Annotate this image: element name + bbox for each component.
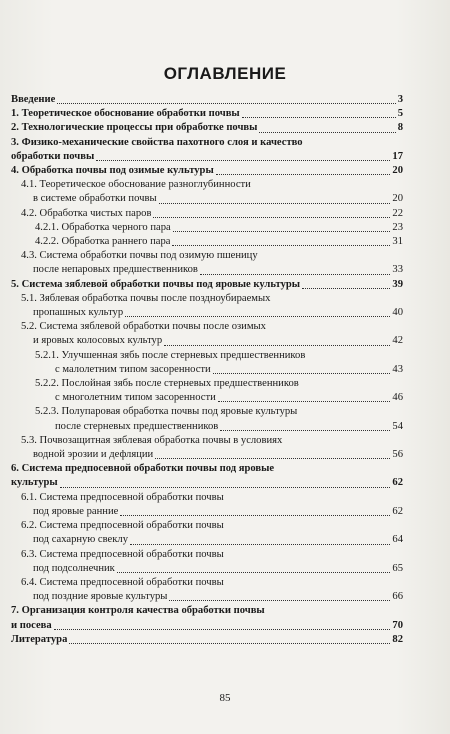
- toc-entry-page: 17: [392, 150, 403, 162]
- toc-entry: [11, 278, 403, 292]
- page-title: ОГЛАВЛЕНИЕ: [163, 64, 287, 83]
- toc-entry-page: 8: [397, 122, 403, 134]
- toc-entry-page: 70: [392, 619, 403, 631]
- toc-entry-text: Введение: [11, 94, 56, 105]
- toc-entry-page: 23: [392, 221, 403, 233]
- dot-leader: [242, 117, 396, 118]
- toc-entry-text: под подсолнечник: [33, 562, 115, 574]
- toc-entry-page: 66: [392, 591, 403, 603]
- toc-entry: [11, 590, 403, 604]
- toc-entry-line1: 6.2. Система предпосевной обработки почвы: [21, 520, 224, 532]
- dot-leader: [172, 245, 390, 246]
- dot-leader: [164, 345, 390, 346]
- toc-entry-line1: 5.2.1. Улучшенная зябь после стерневых предшественников: [35, 349, 306, 361]
- toc-entry-line1: 6.4. Система предпосевной обработки почвы: [21, 576, 224, 588]
- toc-entry-page: 31: [392, 236, 403, 248]
- toc-entry: [11, 505, 403, 519]
- toc-entry-text: после непаровых предшественников: [33, 264, 198, 276]
- toc-entry: [11, 533, 403, 547]
- dot-leader: [159, 203, 391, 204]
- dot-leader: [155, 458, 390, 459]
- toc-entry-line1: 5.2.3. Полупаровая обработка почвы под яровые культуры: [35, 406, 298, 418]
- toc-entry: [11, 221, 403, 235]
- toc-entry-page: 46: [392, 392, 403, 404]
- dot-leader: [216, 174, 391, 175]
- toc-entry-line1: 7. Организация контроля качества обработки почвы: [11, 605, 265, 617]
- dot-leader: [96, 160, 390, 161]
- toc-entry-text: 5. Система зяблевой обработки почвы под яровые культуры: [11, 278, 301, 290]
- toc-entry-page: 82: [392, 633, 403, 645]
- toc-entry: [11, 391, 403, 405]
- table-of-contents: [11, 93, 403, 647]
- toc-entry-page: 62: [392, 477, 403, 489]
- dot-leader: [125, 316, 390, 317]
- toc-entry-text: под поздние яровые культуры: [33, 591, 168, 603]
- toc-entry-text: пропашных культур: [33, 307, 124, 319]
- toc-entry-page: 40: [392, 307, 403, 319]
- dot-leader: [220, 430, 390, 431]
- dot-leader: [169, 600, 390, 601]
- toc-entry: [11, 121, 403, 135]
- toc-entry: [11, 633, 403, 647]
- toc-entry-text: 4.2.1. Обработка черного пара: [35, 221, 171, 233]
- dot-leader: [173, 231, 391, 232]
- toc-entry: [11, 107, 403, 121]
- toc-entry-page: 5: [397, 108, 403, 120]
- dot-leader: [120, 515, 390, 516]
- toc-entry-text: водной эрозии и дефляции: [33, 449, 154, 461]
- dot-leader: [200, 274, 391, 275]
- toc-entry-text: под сахарную свеклу: [33, 534, 128, 546]
- toc-entry-page: 22: [392, 207, 403, 219]
- toc-entry-page: 62: [392, 505, 403, 517]
- toc-entry: [11, 448, 403, 462]
- toc-entry-page: 65: [392, 562, 403, 574]
- dot-leader: [54, 629, 391, 630]
- dot-leader: [57, 103, 395, 104]
- toc-entry-page: 56: [392, 449, 403, 461]
- toc-entry-line1: 4.3. Система обработки почвы под озимую пшеницу: [21, 250, 258, 262]
- toc-entry: [11, 192, 403, 206]
- toc-entry-line1: 3. Физико-механические свойства пахотного слоя и качество: [11, 136, 303, 148]
- page-number: 85: [219, 692, 231, 704]
- toc-entry-page: 20: [392, 165, 403, 177]
- dot-leader: [69, 643, 390, 644]
- toc-entry-text: после стерневых предшественников: [55, 420, 219, 432]
- toc-entry-page: 42: [392, 335, 403, 347]
- toc-entry-text: и яровых колосовых культур: [33, 335, 163, 347]
- toc-entry-text: обработки почвы: [11, 150, 95, 162]
- toc-entry-page: 3: [397, 94, 403, 105]
- toc-entry: [11, 420, 403, 434]
- toc-entry-page: 20: [392, 193, 403, 205]
- dot-leader: [117, 572, 391, 573]
- toc-entry: [11, 207, 403, 221]
- toc-entry: [11, 93, 403, 107]
- toc-entry: [11, 619, 403, 633]
- toc-entry: [11, 334, 403, 348]
- dot-leader: [259, 132, 395, 133]
- dot-leader: [153, 217, 390, 218]
- toc-entry: [11, 235, 403, 249]
- toc-entry-text: 1. Теоретическое обоснование обработки почвы: [11, 108, 240, 120]
- toc-entry: [11, 562, 403, 576]
- toc-entry-page: 43: [392, 363, 403, 375]
- toc-entry: [11, 306, 403, 320]
- toc-entry: [11, 263, 403, 277]
- toc-entry-text: 2. Технологические процессы при обработке почвы: [11, 122, 258, 134]
- toc-entry-line1: 5.2.2. Послойная зябь после стерневых предшественников: [35, 378, 299, 390]
- toc-entry-text: с многолетним типом засоренности: [55, 392, 216, 404]
- dot-leader: [218, 401, 391, 402]
- toc-entry-line1: 6.3. Система предпосевной обработки почвы: [21, 548, 224, 560]
- toc-entry-text: 4.2. Обработка чистых паров: [21, 207, 152, 219]
- toc-entry: [11, 476, 403, 490]
- toc-entry-line1: 6.1. Система предпосевной обработки почвы: [21, 491, 224, 503]
- dot-leader: [213, 373, 391, 374]
- toc-entry-text: в системе обработки почвы: [33, 193, 157, 205]
- toc-entry-line1: 6. Система предпосевной обработки почвы под яровые: [11, 463, 275, 475]
- toc-entry-line1: 5.1. Зяблевая обработка почвы после поздноубираемых: [21, 292, 271, 304]
- dot-leader: [302, 288, 390, 289]
- toc-entry-text: под яровые ранние: [33, 505, 119, 517]
- toc-entry: [11, 363, 403, 377]
- toc-entry-page: 54: [392, 420, 403, 432]
- dot-leader: [130, 544, 390, 545]
- toc-entry-page: 64: [392, 534, 403, 546]
- toc-entry-page: 39: [392, 278, 403, 290]
- toc-entry-text: с малолетним типом засоренности: [55, 363, 211, 375]
- toc-entry-text: культуры: [11, 477, 58, 489]
- toc-entry-text: 4.2.2. Обработка раннего пара: [35, 236, 171, 248]
- toc-entry: [11, 164, 403, 178]
- dot-leader: [60, 487, 391, 488]
- toc-entry: [11, 150, 403, 164]
- toc-entry-line1: 5.3. Почвозащитная зяблевая обработка почвы в условиях: [21, 434, 283, 446]
- toc-entry-line1: 4.1. Теоретическое обоснование разноглубинности: [21, 179, 251, 191]
- toc-entry-line1: 5.2. Система зяблевой обработки почвы после озимых: [21, 321, 266, 333]
- toc-entry-text: Литература: [11, 633, 68, 645]
- toc-entry-text: и посева: [11, 619, 52, 631]
- toc-entry-text: 4. Обработка почвы под озимые культуры: [11, 165, 214, 177]
- toc-entry-page: 33: [392, 264, 403, 276]
